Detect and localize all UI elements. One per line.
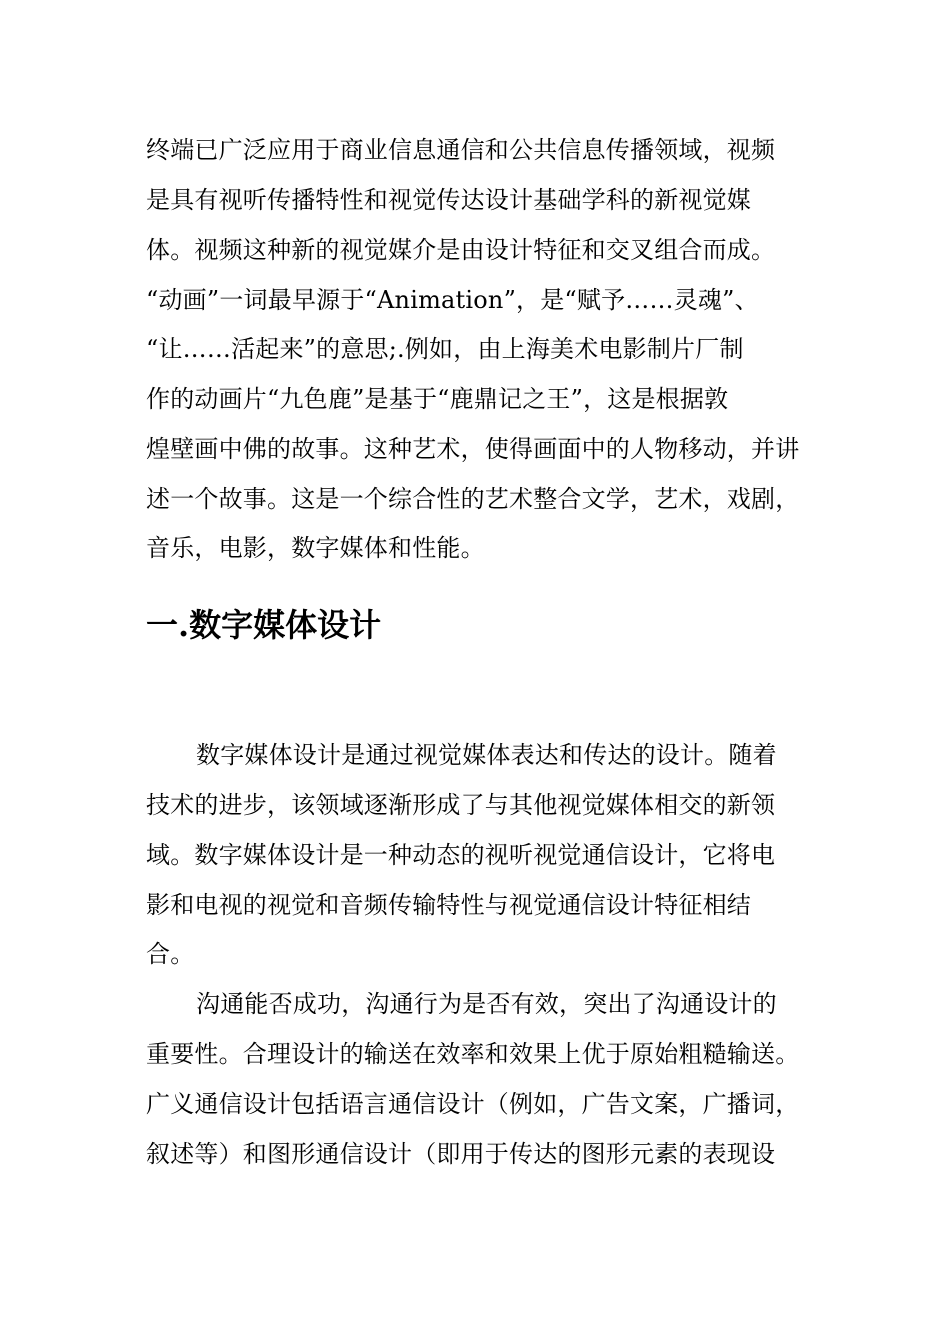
paragraph-2-line: 技术的进步，该领域逐渐形成了与其他视觉媒体相交的新领	[146, 791, 776, 819]
paragraph-3-line: 叙述等）和图形通信设计（即用于传达的图形元素的表现设	[146, 1140, 776, 1168]
paragraph-2-line: 数字媒体设计是通过视觉媒体表达和传达的设计。随着	[196, 741, 777, 769]
paragraph-3-line: 沟通能否成功，沟通行为是否有效，突出了沟通设计的	[196, 990, 777, 1018]
paragraph-2-line: 合。	[146, 940, 195, 968]
paragraph-1-line: “让……活起来”的意思;.例如，由上海美术电影制片厂制	[146, 335, 744, 363]
paragraph-1-line: 音乐，电影，数字媒体和性能。	[146, 534, 485, 562]
paragraph-1-line: 体。视频这种新的视觉媒介是由设计特征和交叉组合而成。	[146, 236, 776, 264]
paragraph-1-line: 终端已广泛应用于商业信息通信和公共信息传播领域，视频	[146, 136, 776, 164]
paragraph-2-line: 域。数字媒体设计是一种动态的视听视觉通信设计，它将电	[146, 841, 776, 869]
paragraph-1-line: “动画”一词最早源于“Animation”，是“赋予……灵魂”、	[146, 286, 759, 314]
section-heading: 一.数字媒体设计	[146, 606, 382, 644]
paragraph-1-line: 煌壁画中佛的故事。这种艺术，使得画面中的人物移动，并讲	[146, 435, 800, 463]
paragraph-1-line: 是具有视听传播特性和视觉传达设计基础学科的新视觉媒	[146, 186, 751, 214]
paragraph-3-line: 重要性。合理设计的输送在效率和效果上优于原始粗糙输送。	[146, 1040, 800, 1068]
paragraph-1-line: 述一个故事。这是一个综合性的艺术整合文学，艺术，戏剧，	[146, 485, 800, 513]
paragraph-1-line: 作的动画片“九色鹿”是基于“鹿鼎记之王”，这是根据敦	[146, 385, 729, 413]
paragraph-3-line: 广义通信设计包括语言通信设计（例如，广告文案，广播词，	[146, 1090, 800, 1118]
paragraph-2-line: 影和电视的视觉和音频传输特性与视觉通信设计特征相结	[146, 891, 751, 919]
